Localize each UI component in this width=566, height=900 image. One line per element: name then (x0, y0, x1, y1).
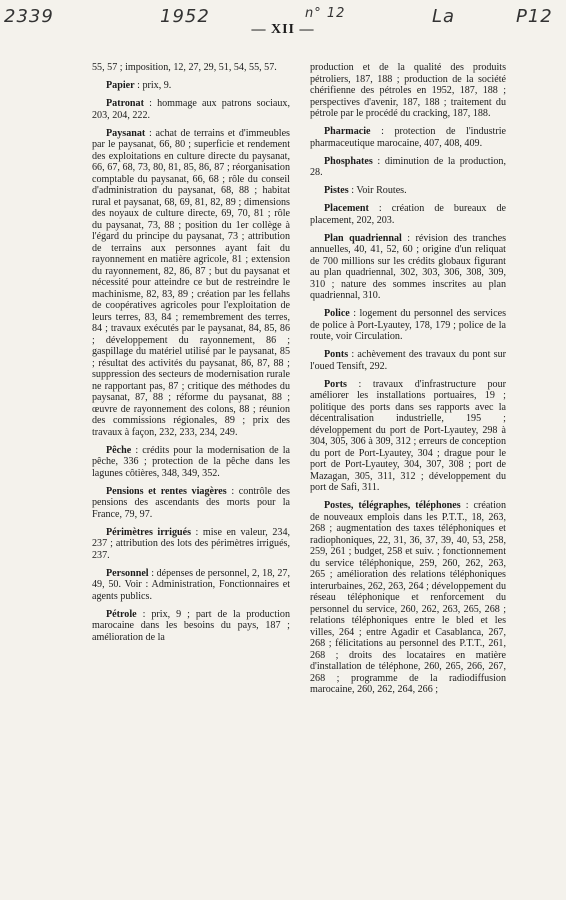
handwritten-annotation-left: 2339 (4, 6, 54, 27)
index-entry: Pétrole : prix, 9 ; part de la production marocaine dans les besoins du pays, 187 ; amélioration de la (92, 608, 290, 643)
handwritten-annotation-year: 1952 (160, 6, 210, 27)
handwritten-annotation-right: P12 (516, 6, 553, 27)
index-entry: Patronat : hommage aux patrons sociaux, 203, 204, 222. (92, 98, 290, 121)
index-entry: Périmètres irrigués : mise en valeur, 234, 237 ; attribution des lots des périmètres irrigués, 237. (92, 526, 291, 561)
handwritten-annotation-number: n° 12 (305, 6, 346, 21)
index-entry: Personnel : dépenses de personnel, 2, 18, 27, 49, 50. Voir : Administration, Fonctionnaires et agents publics. (92, 567, 290, 602)
index-entry: 55, 57 ; imposition, 12, 27, 29, 51, 54, 55, 57. (92, 62, 277, 73)
index-entry: Placement : création de bureaux de placement, 202, 203. (310, 203, 506, 226)
index-entry: Plan quadriennal : révision des tranches annuelles, 40, 41, 52, 60 ; origine d'un reliquat de 700 millions sur les crédits globaux figurant au plan quadriennal, 302, 303, 306, 308, 309, 310 ; nature des sommes inscrites au plan quadriennal, 310. (310, 232, 506, 301)
index-entry: Pensions et rentes viagères : contrôle des pensions des ascendants des morts pour la France, 79, 97. (92, 485, 290, 520)
index-entry: Pistes : Voir Routes. (324, 185, 407, 196)
index-entry: Police : logement du personnel des services de police à Port-Lyautey, 178, 179 ; police de la route, voir Circulation. (310, 308, 506, 342)
index-column-left (92, 62, 290, 650)
index-entry: Pêche : crédits pour la modernisation de la pêche, 336 ; protection de la pêche dans les lagunes côtières, 348, 349, 352. (92, 444, 290, 479)
index-entry: production et de la qualité des produits pétroliers, 187, 188 ; production de la société chérifienne des pétroles en 1952, 187, 188 ; perspectives d'avenir, 187, 188 ; traitement du pétrole par le procédé du cracking, 187, 188. (310, 62, 506, 119)
index-entry: Ponts : achèvement des travaux du pont sur l'oued Tensift, 292. (310, 349, 506, 372)
index-entry: Papier : prix, 9. (106, 80, 172, 91)
index-entry: Phosphates : diminution de la production, 28. (310, 155, 506, 178)
index-entry: Postes, télégraphes, téléphones : création de nouveaux emplois dans les P.T.T., 18, 263, 268 ; augmentation des taxes téléphoniques et radiophoniques, 22, 31, 36, 37, 39, 40, 53, 258, 259, 261 ; budget, 258 et suiv. ; fonctionnement du service téléphonique, 259, 260, 262, 263, 265 ; amélioration des relations téléphoniques interurbaines, 262, 263, 264 ; développement du réseau téléphonique et renforcement du personnel du service, 260, 262, 263, 265, 268 ; relations téléphoniques entre le bled et les villes, 264 ; entre Agadir et Casablanca, 267, 268 ; félicitations au personnel des P.T.T., 261, 268 ; droits des locataires en matière d'installation de téléphone, 260, 265, 266, 267, 268 ; programme de la radiodiffusion marocaine, 260, 262, 264, 266 ; (310, 500, 506, 695)
handwritten-annotation-mid: La (432, 6, 456, 27)
index-entry: Pharmacie : protection de l'industrie pharmaceutique marocaine, 407, 408, 409. (310, 126, 506, 149)
index-entry: Ports : travaux d'infrastructure pour améliorer les installations portuaires, 19 ; politique des ports dans ses rapports avec la décentralisation industrielle, 195 ; développement du port de Port-Lyautey, 298 à 304, 305, 306 à 309, 312 ; erreurs de conception du port de Port-Lyautey, 304 ; drague pour le port de Port-Lyautey, 304, 307, 308 ; port de Mazagan, 305, 311, 312 ; développement du port de Safi, 311. (310, 378, 506, 493)
page-number: — XII — (251, 22, 315, 37)
index-entry: Paysanat : achat de terrains et d'immeubles par le paysanat, 66, 80 ; superficie et rendement des exploitations en culture directe du paysanat, 66, 67, 68, 73, 80, 81, 85, 86, 87 ; réorganisation comptable du paysanat, 66, 68 ; rôle du conseil d'administration du paysanat, 68, 88 ; habitat rural et paysanat, 68, 69, 81, 82, 89 ; dimensions des noyaux de culture directe, 69, 70, 81 ; rôle du paysanat, 73, 88 ; position du 1er collège à l'égard du principe du paysanat, 73 ; attribution de terrains aux personnes ayant fait du rayonnement en matière agricole, 81 ; extension du rayonnement, 82, 86, 87 ; but du paysanat et nécessité pour atteindre ce but de restreindre le machinisme, 82, 83, 89 ; création par les fellahs de coopératives agricoles pour l'exploitation de leurs terres, 83, 84 ; remembrement des terres, 84 ; travaux exécutés par le paysanat, 84, 85, 86 ; développement du rayonnement, 86 ; gaspillage du matériel utilisé par le paysanat, 85 ; résultat des activités du paysanat, 86, 87, 88 ; suppression des secteurs de modernisation rurale ne rapportant pas, 87 ; critique des méthodes du paysanat, 87, 88 ; réforme du paysanat, 88 ; œuvre de rayonnement des colons, 88 ; réunion des commissions régionales, 89 ; prix des travaux à façon, 232, 233, 234, 249. (92, 127, 290, 438)
index-column-right (310, 62, 506, 702)
